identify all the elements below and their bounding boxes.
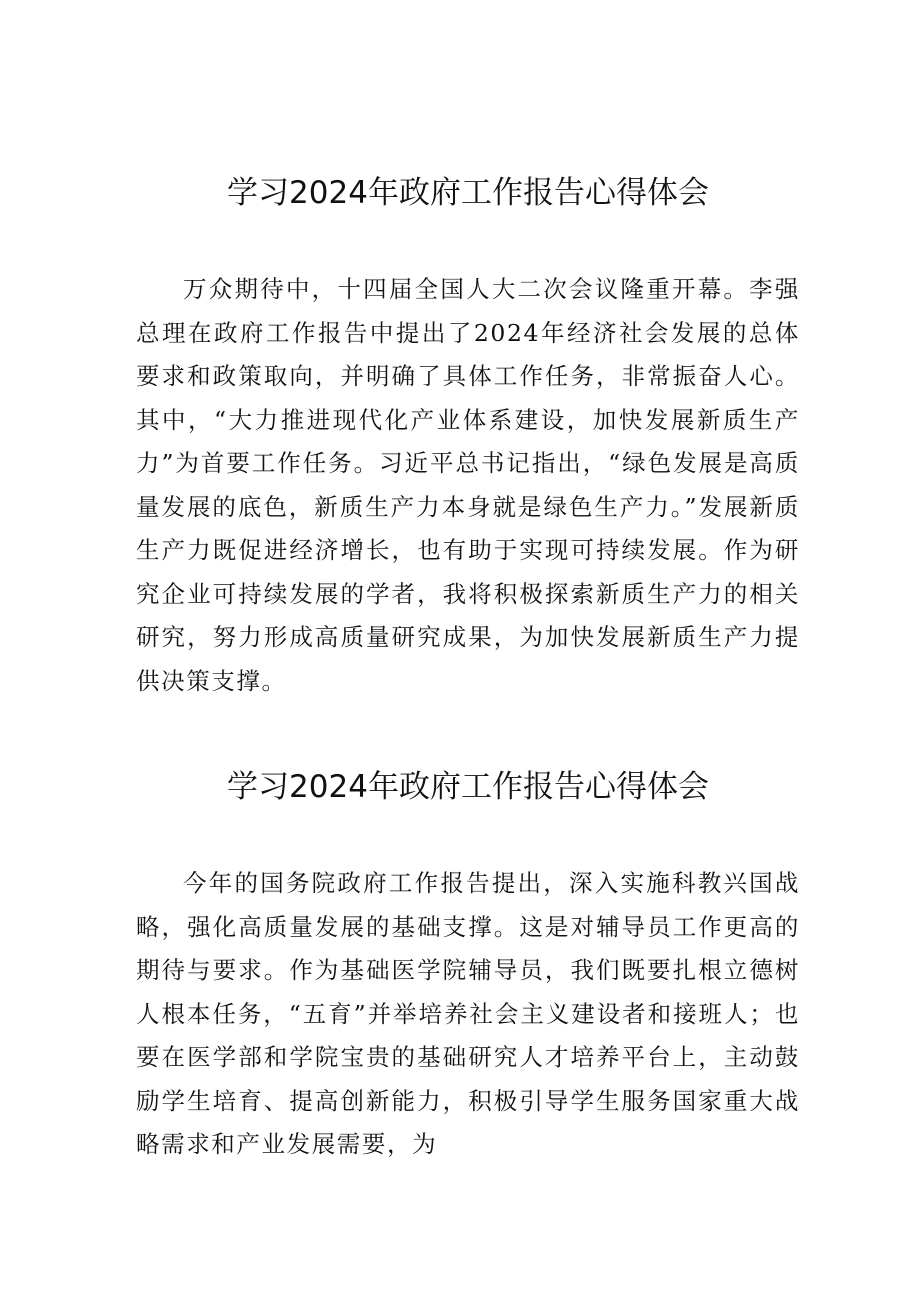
article-section-1 [136, 168, 800, 703]
article-section-2 [136, 762, 800, 1167]
article-title-1: 学习2024年政府工作报告心得体会 [227, 175, 709, 211]
article-body-1: 万众期待中，十四届全国人大二次会议隆重开幕。李强总理在政府工作报告中提出了2024年经济社会发展的总体要求和政策取向，并明确了具体工作任务，非常振奋人心。其中，“大力推进现代化产业体系建设，加快发展新质生产力”为首要工作任务。习近平总书记指出，“绿色发展是高质量发展的底色，新质生产力本身就是绿色生产力。”发展新质生产力既促进经济增长，也有助于实现可持续发展。作为研究企业可持续发展的学者，我将积极探索新质生产力的相关研究，努力形成高质量研究成果，为加快发展新质生产力提供决策支撑。 [136, 275, 800, 695]
article-title-2: 学习2024年政府工作报告心得体会 [227, 769, 709, 805]
article-body-2: 今年的国务院政府工作报告提出，深入实施科教兴国战略，强化高质量发展的基础支撑。这是对辅导员工作更高的期待与要求。作为基础医学院辅导员，我们既要扎根立德树人根本任务，“五育”并举培养社会主义建设者和接班人；也要在医学部和学院宝贵的基础研究人才培养平台上，主动鼓励学生培育、提高创新能力，积极引导学生服务国家重大战略需求和产业发展需要，为 [136, 869, 800, 1158]
